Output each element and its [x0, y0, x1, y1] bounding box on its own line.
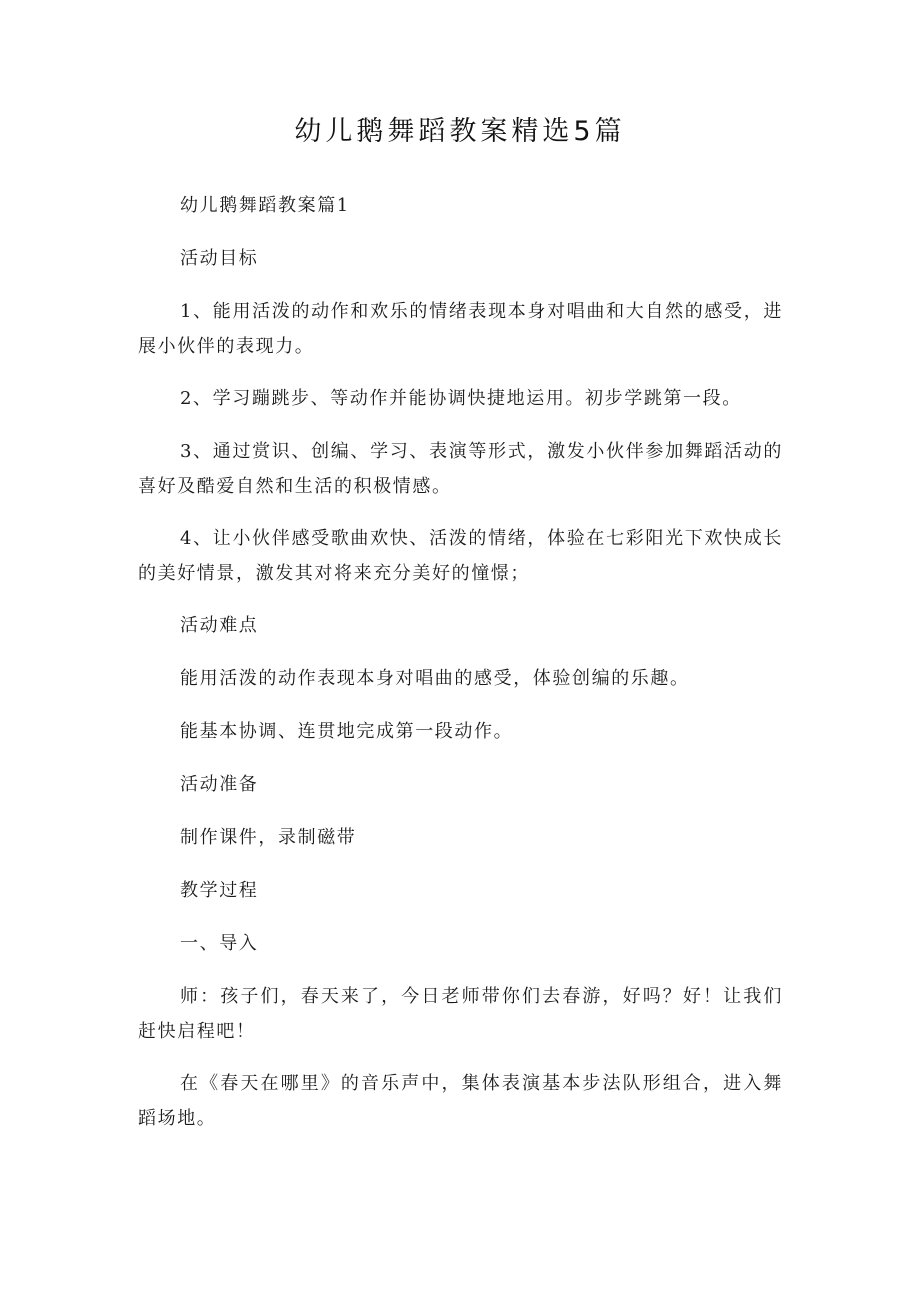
objective-item: 2、学习蹦跳步、等动作并能协调快捷地运用。初步学跳第一段。 [180, 388, 742, 409]
subheading-difficulties: 活动难点 [180, 615, 259, 636]
objective-item: 1、能用活泼的动作和欢乐的情绪表现本身对唱曲和大自然的感受，进展小伙伴的表现力。 [138, 301, 783, 357]
document-body [138, 188, 783, 1153]
process-step-heading: 一、导入 [180, 933, 259, 954]
document-title: 幼儿鹅舞蹈教案精选5篇 [294, 116, 626, 147]
difficulty-item: 能用活泼的动作表现本身对唱曲的感受，体验创编的乐趣。 [180, 668, 690, 689]
objective-item: 3、通过赏识、创编、学习、表演等形式，激发小伙伴参加舞蹈活动的喜好及酷爱自然和生活的积极情感。 [138, 441, 783, 497]
difficulty-item: 能基本协调、连贯地完成第一段动作。 [180, 721, 514, 742]
subheading-preparation: 活动准备 [180, 774, 259, 795]
subheading-objectives: 活动目标 [180, 248, 259, 269]
subheading-process: 教学过程 [180, 880, 259, 901]
process-paragraph: 在《春天在哪里》的音乐声中，集体表演基本步法队形组合，进入舞蹈场地。 [138, 1073, 783, 1129]
process-paragraph: 师：孩子们，春天来了，今日老师带你们去春游，好吗？好！让我们赶快启程吧！ [138, 986, 783, 1042]
objective-item: 4、让小伙伴感受歌曲欢快、活泼的情绪，体验在七彩阳光下欢快成长的美好情景，激发其对将来充分美好的憧憬； [138, 528, 783, 584]
section-heading: 幼儿鹅舞蹈教案篇1 [180, 195, 350, 216]
preparation-item: 制作课件，录制磁带 [180, 827, 357, 848]
